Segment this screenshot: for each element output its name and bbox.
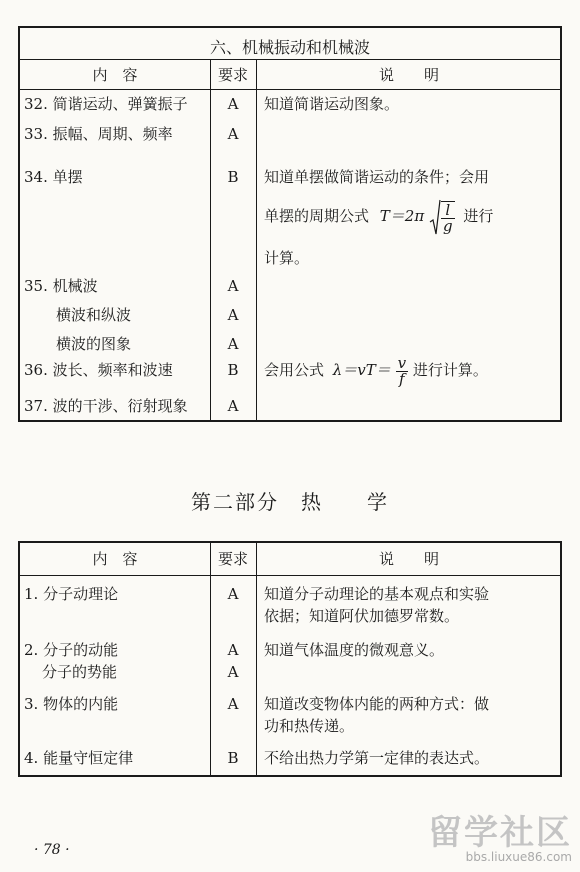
row-content: 35. 机械波 [24,277,98,295]
square-root [429,200,455,235]
header-notes: 说 明 [378,66,439,84]
row-requirement: A [227,397,239,415]
row-note: 不给出热力学第一定律的表达式。 [264,749,490,767]
header-notes: 说 明 [378,550,439,568]
row-content: 32. 简谐运动、弹簧振子 [24,95,188,113]
fraction-denominator: f [399,369,405,388]
row-content: 1. 分子动理论 [24,585,119,603]
row-note-line: 功和热传递。 [264,717,355,735]
fraction-denominator: g [443,217,453,236]
header-content: 内 容 [92,550,138,568]
row-note: 知道简谐运动图象。 [264,95,400,113]
wave-formula-lhs: λ＝vT＝ [332,361,391,379]
column-divider [256,543,257,775]
row-requirement: A [227,585,239,603]
row-requirement: A [227,306,239,324]
row-content: 34. 单摆 [24,168,83,186]
row-requirement: B [227,749,239,767]
formula-trail-text: 进行 [463,207,494,225]
row-note-formula-line [264,199,493,234]
watermark-brand: 留学社区 [428,813,572,853]
header-requirement: 要求 [217,66,248,84]
row-content: 36. 波长、频率和波速 [24,361,173,379]
header-requirement: 要求 [217,550,248,568]
period-fraction [441,201,455,234]
column-divider [256,59,257,420]
row-content: 4. 能量守恒定律 [24,749,134,767]
table-thermodynamics [18,541,562,777]
watermark-logo [428,805,572,864]
part-two-title: 第二部分 热 学 [191,490,389,514]
formula-trail-text: 进行计算。 [412,361,488,379]
row-content: 2. 分子的动能 [24,641,119,659]
formula-lead-text: 单摆的周期公式 [264,207,370,225]
table-mechanical-waves [18,26,562,422]
formula-lead-text: 会用公式 [264,361,325,379]
row-content: 33. 振幅、周期、频率 [24,125,173,143]
period-formula-lhs: T＝2π [379,207,425,225]
title-divider [20,59,560,60]
row-note-formula-line [264,354,488,387]
row-requirement: A [227,641,239,659]
row-requirement: A [227,277,239,295]
row-requirement: B [227,168,239,186]
row-content: 37. 波的干涉、衍射现象 [24,397,188,415]
row-content: 分子的势能 [42,663,118,681]
radical-sign-icon [429,198,441,238]
row-note-line: 知道分子动理论的基本观点和实验 [264,585,490,603]
wave-fraction [396,353,408,388]
row-requirement: A [227,335,239,353]
page-number: · 78 · [34,842,70,858]
header-divider [20,89,560,90]
header-content: 内 容 [92,66,138,84]
row-note-line: 知道单摆做简谐运动的条件；会用 [264,168,490,186]
row-requirement: A [227,663,239,681]
header-divider [20,575,560,576]
table-title: 六、机械振动和机械波 [209,38,370,57]
row-requirement: A [227,125,239,143]
fraction-numerator: v [397,353,407,372]
row-note-line: 依据；知道阿伏加德罗常数。 [264,607,460,625]
row-requirement: A [227,95,239,113]
watermark-url: bbs.liuxue86.com [465,850,572,864]
row-content: 横波的图象 [56,335,132,353]
row-requirement: B [227,361,239,379]
row-content: 横波和纵波 [56,306,132,324]
row-requirement: A [227,695,239,713]
row-note-line: 计算。 [264,249,310,267]
row-note: 知道气体温度的微观意义。 [264,641,445,659]
fraction-numerator: l [441,203,455,219]
row-content: 3. 物体的内能 [24,695,119,713]
row-note-line: 知道改变物体内能的两种方式：做 [264,695,490,713]
